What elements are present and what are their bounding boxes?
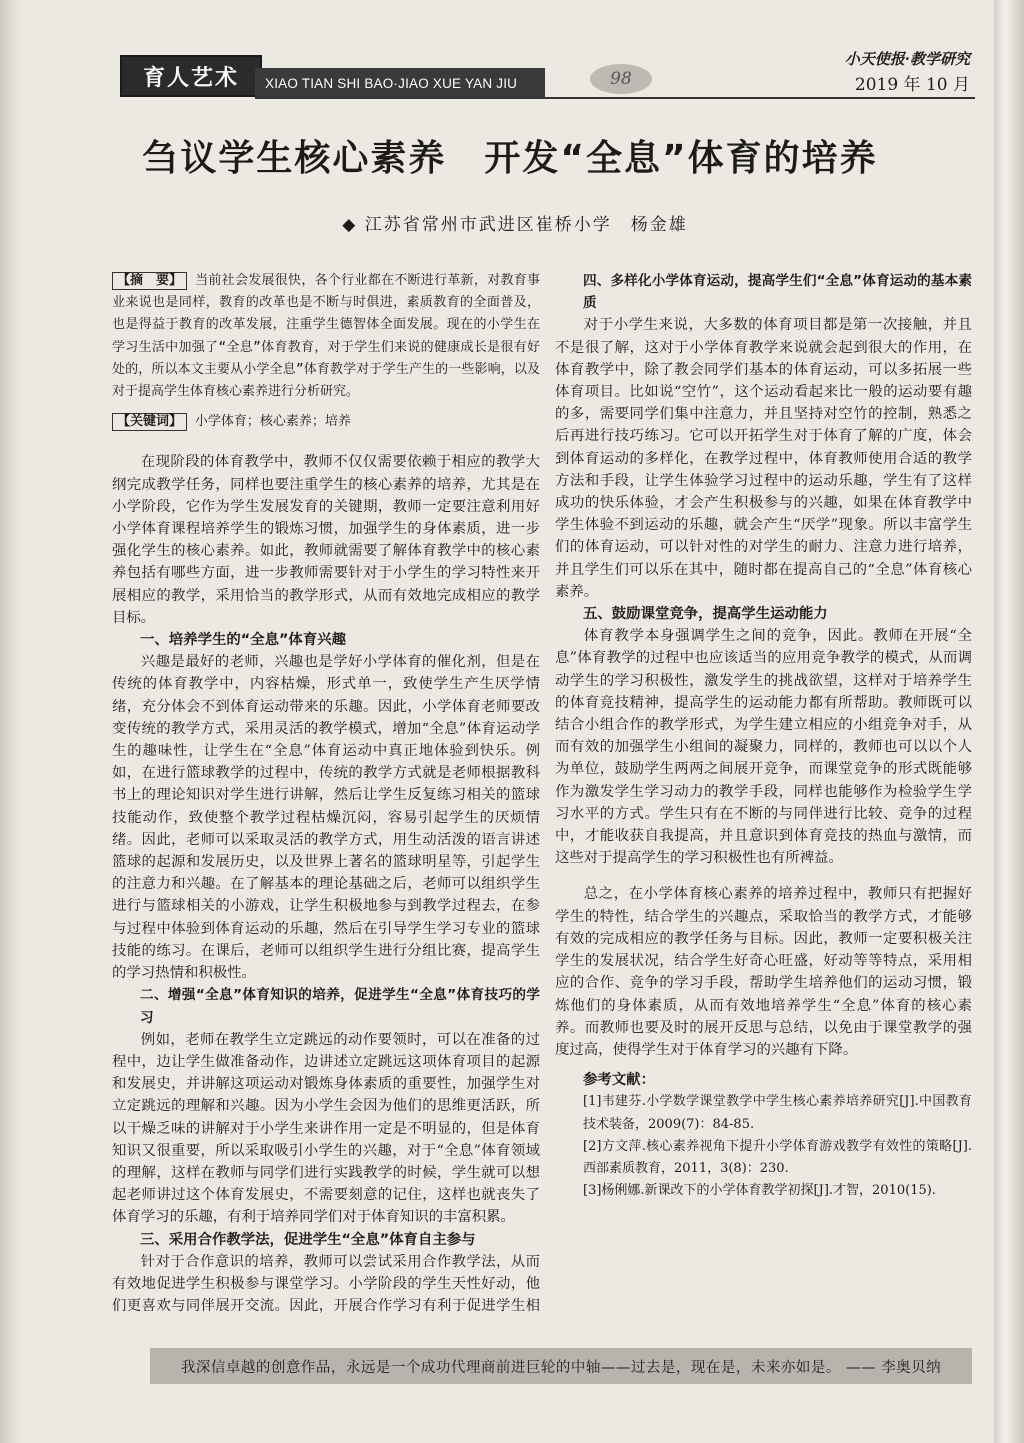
journal-name: 小天使报·教学研究 [844, 50, 970, 68]
section-3-heading: 三、采用合作教学法，促进学生“全息”体育自主参与 [140, 1231, 476, 1248]
reference-item: [3]杨俐娜.新课改下的小学体育教学初探[J].才智，2010(15). [583, 1183, 936, 1199]
author-line: ◆ 江苏省常州市武进区崔桥小学 杨金雄 [342, 215, 688, 235]
abstract-text: 当前社会发展很快，各个行业都在不断进行革新，对教育事业来说也是同样，教育的改革也是不断与时俱进，素质教育的全面普及，也是得益于教育的改革发展，注重学生德智体全面发展。现在的小学生在学习生活中加强了“全息”体育教育，对于学生们来说的健康成长是很有好处的，所以本文主要从小学全息”体育教学对于学生产生的一些影响，以及对于提高学生体育核心素养进行分析研究。 [112, 273, 540, 400]
section-5-text: 体育教学本身强调学生之间的竞争，因此。教师在开展“全息”体育教学的过程中也应该适当的应用竞争教学的模式，从而调动学生的学习积极性，激发学生的挑战欲望，这样对于培养学生的体育竞技精神，提高学生的运动能力都有所帮助。教师既可以结合小组合作的教学形式，为学生建立相应的小组竞争对手，从而有效的加强学生小组间的凝聚力，同样的，教师也可以以个人为单位，鼓励学生两两之间展开竞争，而课堂竞争的形式既能够作为激发学生学习动力的教学手段，同样也能够作为检验学生学习水平的方式。学生只有在不断的与同伴进行比较、竞争的过程中，才能收获自我提高，并且意识到体育竞技的热血与激情，而这些对于提高学生的学习积极性也有所裨益。 [555, 628, 972, 867]
page-edge-right [994, 0, 1024, 1443]
abstract [112, 270, 540, 403]
abstract-label: 【摘 要】 [112, 272, 187, 290]
section-5-heading: 五、鼓励课堂竞争，提高学生运动能力 [583, 606, 828, 623]
section-4-heading: 四、多样化小学体育运动，提高学生们“全息”体育运动的基本素质 [583, 273, 972, 312]
section-2-text: 例如，老师在教学生立定跳远的动作要领时，可以在准备的过程中，边让学生做准备动作，边讲述立定跳远这项体育项目的起源和发展史，并讲解这项运动对锻炼身体素质的重要性，加强学生对立定跳远的理解和兴趣。因为小学生会因为他们的思维更活跃，所以干燥乏味的讲解对于小学生来讲作用一定是不明显的，但是体育知识又很重要，所以采取吸引小学生的兴趣，对于“全息”体育领域的理解，这样在教师与同学们进行实践教学的时候，学生就可以想起老师讲过这个体育发展史，不需要刻意的记住，这样也就丧失了体育学习的乐趣，有利于培养同学们对于体育知识的丰富积累。 [112, 1031, 540, 1226]
reference-item: [2]方文萍.核心素养视角下提升小学体育游戏教学有效性的策略[J].西部素质教育，2011，3(8)：230. [583, 1138, 972, 1176]
article-title: 刍议学生核心素养 开发“全息”体育的培养 [142, 138, 878, 179]
references-list [555, 1091, 972, 1202]
reference-item: [1]韦建芬.小学数学课堂教学中学生核心素养培养研究[J].中国教育技术装备，2009(7)：84-85. [583, 1094, 972, 1132]
column-tag: 育人艺术 [120, 55, 262, 97]
right-column [555, 270, 972, 1202]
footer-quote: 我深信卓越的创意作品，永远是一个成功代理商前进巨轮的中轴——过去是，现在是，未来亦如是。 —— 李奥贝纳 [150, 1348, 972, 1384]
issue-date: 2019 年 10 月 [854, 75, 970, 95]
header-rule [255, 97, 975, 99]
page-number: 98 [590, 64, 652, 94]
left-column [112, 270, 540, 1317]
section-3-text: 针对于合作意识的培养，教师可以尝试采用合作教学法，从而有效地促进学生积极参与课堂学习。小学阶段的学生天性好动，他们更喜欢与同伴展开交流。因此，开展合作学习有利于促进学生相 [112, 1253, 540, 1315]
keywords-label: 【关键词】 [112, 413, 187, 431]
keywords [112, 411, 540, 433]
references-title: 参考文献： [583, 1071, 655, 1089]
journal-pinyin: XIAO TIAN SHI BAO·JIAO XUE YAN JIU [255, 68, 545, 98]
section-1-text: 兴趣是最好的老师，兴趣也是学好小学体育的催化剂，但是在传统的体育教学中，内容枯燥，形式单一，致使学生产生厌学情绪，充分体会不到体育运动带来的乐趣。因此，小学体育老师要改变传统的教学方式，采用灵活的教学模式，增加“全息”体育运动学生的趣味性，让学生在“全息”体育运动中真正地体验到快乐。例如，在进行篮球教学的过程中，传统的教学方式就是老师根据教科书上的理论知识对学生进行讲解，然后让学生反复练习相关的篮球技能动作，致使整个教学过程枯燥沉闷，容易引起学生的厌烦情绪。因此，老师可以采取灵活的教学方式，用生动活泼的语言讲述篮球的起源和发展历史，以及世界上著名的篮球明星等，引起学生的注意力和兴趣。在了解基本的理论基础之后，老师可以组织学生进行与篮球相关的小游戏，让学生积极地参与到教学过程去，在参与过程中体验到体育运动的乐趣，然后在引导学生学习专业的篮球技能的练习。在课后，老师可以组织学生进行分组比赛，提高学生的学习热情和积极性。 [112, 654, 540, 982]
page-edge-left [0, 0, 22, 1443]
section-4-text: 对于小学生来说，大多数的体育项目都是第一次接触，并且不是很了解，这对于小学体育教学来说就会起到很大的作用，在体育教学中，除了教会同学们基本的体育运动，可以多拓展一些体育项目。比如说“空竹”，这个运动看起来比一般的运动要有趣的多，需要同学们集中注意力，并且坚持对空竹的控制，熟悉之后再进行技巧练习。它可以开拓学生对于体育了解的广度，体会到体育运动的多样化，在教学过程中，体育教师使用合适的教学方法和手段，让学生体验学习过程中的运动乐趣，学生有了这样成功的快乐体验，才会产生积极参与的兴趣，如果在体育教学中学生体验不到运动的乐趣，就会产生“厌学”现象。所以丰富学生们的体育运动，可以针对性的对学生的耐力、注意力进行培养，并且学生们可以乐在其中，随时都在提高自己的“全息”体育核心素养。 [555, 317, 972, 600]
keywords-text: 小学体育；核心素养；培养 [194, 414, 351, 430]
section-2-heading: 二、增强“全息”体育知识的培养，促进学生“全息”体育技巧的学习 [140, 987, 540, 1026]
intro-paragraph: 在现阶段的体育教学中，教师不仅仅需要依赖于相应的教学大纲完成教学任务，同样也要注重学生的核心素养的培养，尤其是在小学阶段，它作为学生发展发育的关键期，教师一定要注意利用好小学体育课程培养学生的锻炼习惯，加强学生的身体素质，进一步强化学生的核心素养。如此，教师就需要了解体育教学中的核心素养包括有哪些方面，进一步教师需要针对于小学生的学习特性来开展相应的教学，采用恰当的教学形式，从而有效地完成相应的教学目标。 [112, 454, 540, 626]
conclusion-paragraph: 总之，在小学体育核心素养的培养过程中，教师只有把握好学生的特性，结合学生的兴趣点，采取恰当的教学方式，才能够有效的完成相应的教学任务与目标。因此，教师一定要积极关注学生的发展状况，结合学生好奇心旺盛，好动等等特点，采用相应的合作、竞争的学习手段，帮助学生培养他们的运动习惯，锻炼他们的身体素质，从而有效地培养学生“全息”体育的核心素养。而教师也要及时的展开反思与总结，以免由于课堂教学的强度过高，使得学生对于体育学习的兴趣有下降。 [555, 886, 972, 1058]
section-1-heading: 一、培养学生的“全息”体育兴趣 [140, 632, 346, 649]
